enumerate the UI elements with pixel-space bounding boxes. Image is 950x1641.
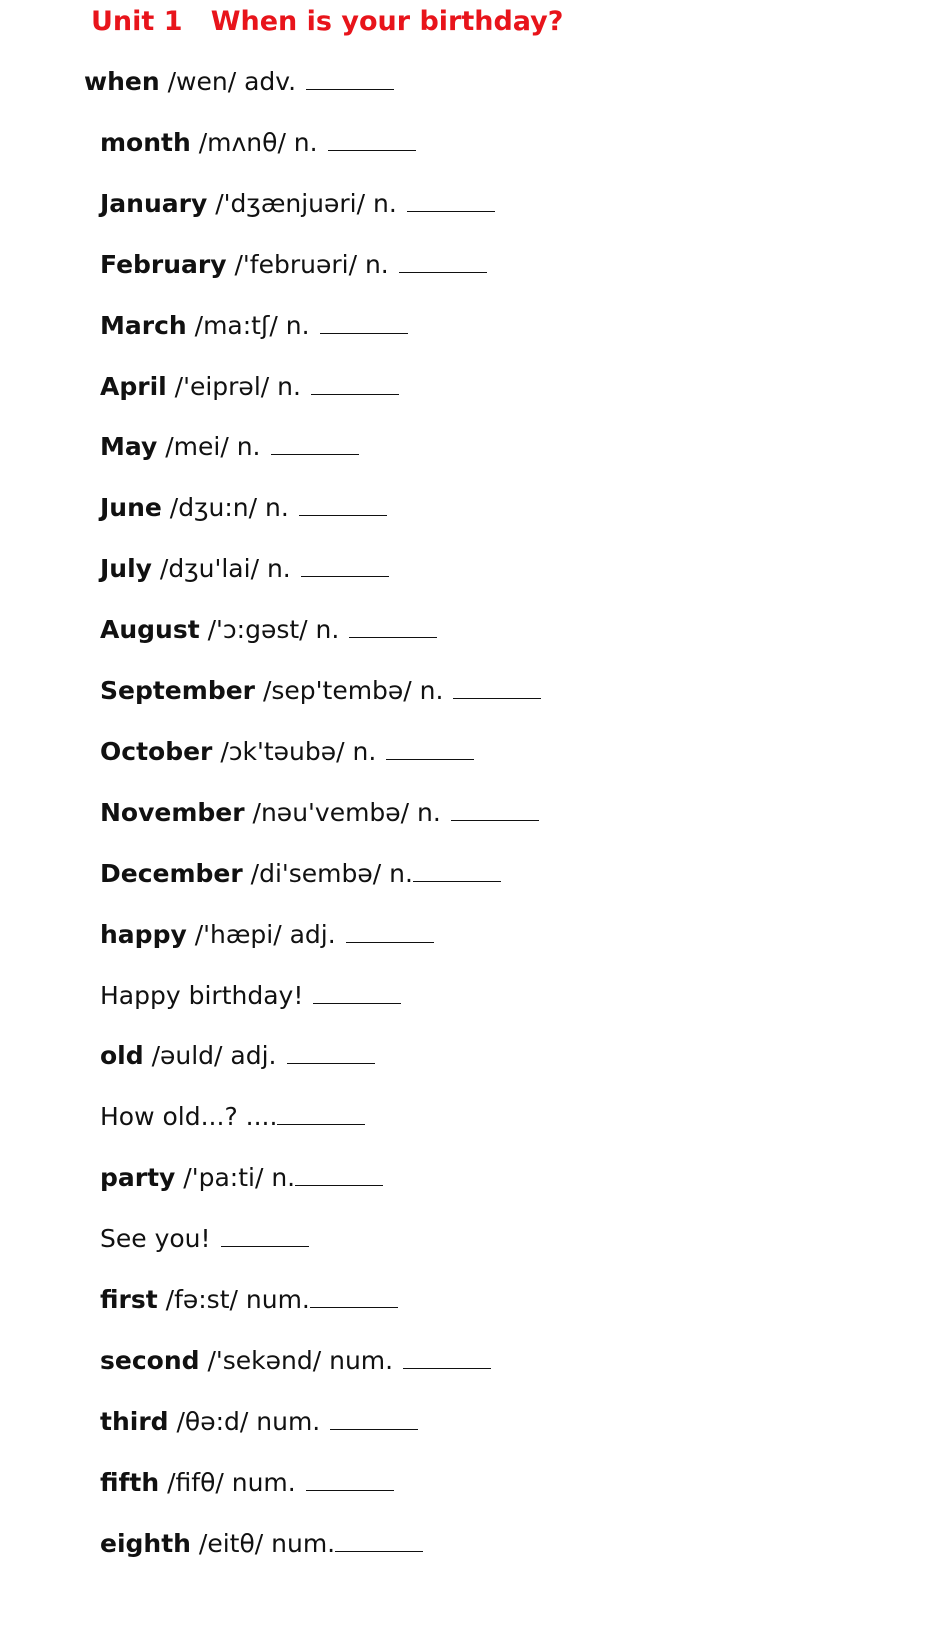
vocab-phonetic: /'ɔ:gəst/ n. [199,615,340,644]
vocab-word: party [100,1163,176,1192]
vocab-phonetic: /'pa:ti/ n. [175,1163,296,1192]
vocab-phonetic: /'februəri/ n. [226,250,389,279]
answer-blank[interactable] [453,672,541,699]
vocab-word: October [100,737,213,766]
answer-blank[interactable] [413,855,501,882]
vocab-word: July [100,554,152,583]
vocab-phonetic: /dʒu'lai/ n. [151,554,291,583]
vocab-entry [100,854,501,894]
vocab-phonetic: /ɔk'təubə/ n. [212,737,377,766]
vocab-phonetic: /sep'tembə/ n. [255,676,444,705]
vocab-entry [100,976,401,1016]
vocab-phonetic: /əuld/ adj. [143,1041,277,1070]
vocab-word: when [84,67,160,96]
vocab-word: month [100,128,191,157]
vocab-entry [100,610,437,650]
vocab-word: second [100,1346,200,1375]
vocab-entry [100,1036,375,1076]
answer-blank[interactable] [301,550,389,577]
vocab-phonetic: /ma:tʃ/ n. [186,311,310,340]
vocab-word: old [100,1041,144,1070]
vocab-phrase: See you! [100,1224,211,1253]
vocab-phonetic: /'eiprəl/ n. [166,372,301,401]
vocab-phonetic: /fə:st/ num. [157,1285,310,1314]
answer-blank[interactable] [346,916,434,943]
vocab-phonetic: /θə:d/ num. [168,1407,321,1436]
vocab-phonetic: /fifθ/ num. [159,1468,296,1497]
answer-blank[interactable] [299,489,387,516]
answer-blank[interactable] [306,1464,394,1491]
vocab-word: happy [100,920,187,949]
vocab-entry [100,488,387,528]
vocab-word: June [100,493,162,522]
vocab-phrase: Happy birthday! [100,981,304,1010]
answer-blank[interactable] [287,1037,375,1064]
vocab-word: May [100,432,158,461]
vocab-entry [100,915,434,955]
vocab-word: first [100,1285,158,1314]
answer-blank[interactable] [320,307,408,334]
answer-blank[interactable] [335,1525,423,1552]
answer-blank[interactable] [221,1220,309,1247]
vocab-entry [100,1097,365,1137]
vocab-word: September [100,676,255,705]
vocab-entry [100,671,541,711]
answer-blank[interactable] [311,368,399,395]
vocab-word: fifth [100,1468,160,1497]
vocab-entry [100,793,539,833]
vocab-word: January [100,189,208,218]
page-title: Unit 1 When is your birthday? [91,6,564,37]
answer-blank[interactable] [295,1159,383,1186]
vocab-phonetic: /'hæpi/ adj. [186,920,336,949]
vocab-phonetic: /'sekənd/ num. [199,1346,394,1375]
vocab-phonetic: /mei/ n. [157,432,261,461]
vocab-entry [100,1219,309,1259]
vocab-entry [100,1158,383,1198]
vocab-entry [100,306,408,346]
answer-blank[interactable] [399,246,487,273]
vocab-word: December [100,859,243,888]
vocab-entry [100,732,474,772]
vocab-word: April [100,372,167,401]
vocab-phonetic: /di'sembə/ n. [242,859,413,888]
vocab-phrase: How old...? .... [100,1102,278,1131]
answer-blank[interactable] [310,1281,398,1308]
answer-blank[interactable] [386,733,474,760]
vocab-word: February [100,250,227,279]
vocab-entry [100,1280,398,1320]
answer-blank[interactable] [407,185,495,212]
answer-blank[interactable] [306,63,394,90]
vocab-word: November [100,798,245,827]
vocab-word: eighth [100,1529,191,1558]
vocab-phonetic: /mʌnθ/ n. [190,128,318,157]
answer-blank[interactable] [313,977,401,1004]
answer-blank[interactable] [271,428,359,455]
answer-blank[interactable] [330,1403,418,1430]
vocab-phonetic: /nəu'vembə/ n. [244,798,441,827]
answer-blank[interactable] [349,611,437,638]
vocab-entry [100,1341,491,1381]
vocab-entry [100,427,359,467]
vocab-entry [100,1402,418,1442]
vocab-phonetic: /wen/ adv. [159,67,297,96]
vocab-word: third [100,1407,169,1436]
vocab-entry [100,245,487,285]
answer-blank[interactable] [328,124,416,151]
vocab-phonetic: /eitθ/ num. [190,1529,336,1558]
vocab-phonetic: /'dʒænjuəri/ n. [207,189,397,218]
vocab-phonetic: /dʒu:n/ n. [161,493,289,522]
vocab-entry [100,184,495,224]
vocab-word: March [100,311,187,340]
answer-blank[interactable] [277,1098,365,1125]
vocab-entry [100,123,416,163]
vocab-word: August [100,615,200,644]
vocab-entry [100,1524,423,1564]
vocab-entry [84,62,394,102]
answer-blank[interactable] [403,1342,491,1369]
answer-blank[interactable] [451,794,539,821]
vocab-entry [100,367,399,407]
vocab-entry [100,549,389,589]
vocab-entry [100,1463,394,1503]
